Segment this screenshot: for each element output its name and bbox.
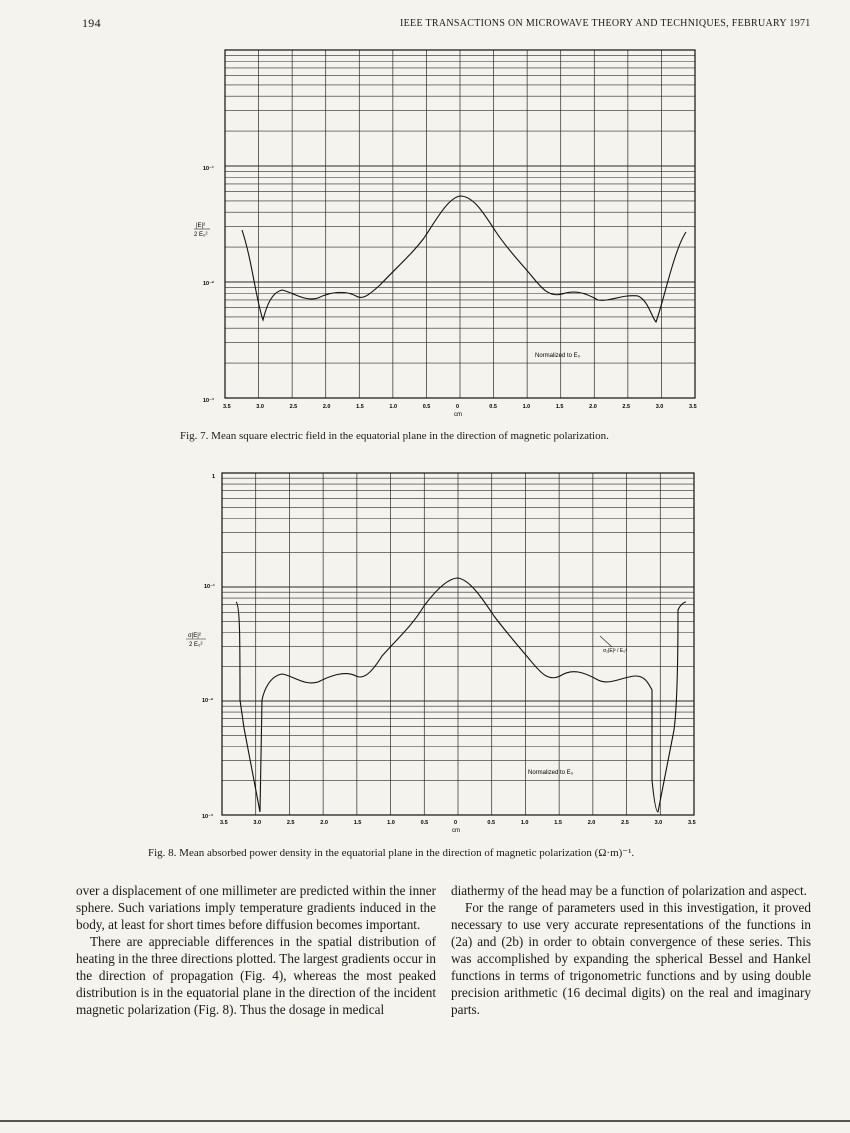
figure-8-xlabel: cm — [452, 828, 460, 834]
figure-7-xticks — [223, 404, 697, 410]
figure-8-ylabel-num: σ|E|² — [188, 633, 201, 639]
figure-8-xtick-label: 0.5 — [420, 820, 429, 826]
figure-7-ylabel-num: |E|² — [196, 223, 206, 229]
figure-8-ytick-2: 10⁻¹ — [204, 584, 215, 590]
figure-7-xtick-label: 3.5 — [689, 404, 697, 410]
figure-7-xtick-label: 1.0 — [522, 404, 531, 410]
figure-7-xlabel: cm — [454, 412, 462, 418]
figure-7-grid — [225, 50, 695, 398]
right-paragraph-2: For the range of parameters used in this investigation, it proved necessary to use very accurate representations of the functions in (2a) and (2b) in order to obtain convergence of these series. This was accomplished by expanding the spherical Bessel and Hankel functions in terms of trigonometric functions and by using double precision arithmetic (16 decimal digits) on the real and imaginary parts. — [451, 900, 811, 1017]
page-number: 194 — [82, 16, 101, 30]
figure-8-xtick-label: 1.5 — [353, 820, 362, 826]
figure-7-ytick-3: 10⁻³ — [203, 398, 214, 404]
figure-8-ytick-1: 1 — [212, 474, 216, 480]
figure-8-ylabel-den: 2 E₀² — [189, 642, 203, 648]
figure-7-xtick-label: 2.5 — [289, 404, 298, 410]
figure-7-xtick-label: 0 — [456, 404, 460, 410]
figure-8-note: Normalized to E₀ — [528, 770, 574, 776]
left-column — [76, 882, 436, 1018]
figure-7-xtick-label: 1.0 — [389, 404, 398, 410]
figure-8-xtick-label: 0 — [454, 820, 458, 826]
figure-8-xtick-label: 3.0 — [654, 820, 663, 826]
figure-8-ytick-4: 10⁻³ — [202, 814, 213, 820]
figure-7-note: Normalized to E₀ — [535, 353, 581, 359]
figure-7-xtick-label: 3.0 — [256, 404, 264, 410]
figure-8-xtick-label: 2.5 — [621, 820, 629, 826]
figure-7-xtick-label: 0.5 — [489, 404, 497, 410]
figure-8-inner-label: σ₂|E|² / E₀² — [603, 648, 627, 654]
figure-7-plot — [0, 40, 850, 430]
figure-8-leader — [600, 636, 612, 647]
figure-7-xtick-label: 2.5 — [622, 404, 631, 410]
figure-7-xtick-label: 1.5 — [356, 404, 364, 410]
figure-8-curve — [236, 578, 686, 812]
figure-8-caption: Fig. 8. Mean absorbed power density in the equatorial plane in the direction of magnetic polarization (Ω·m)⁻¹. — [148, 847, 635, 859]
figure-8-ytick-3: 10⁻² — [202, 698, 213, 704]
figure-7-xtick-label: 2.0 — [589, 404, 597, 410]
figure-8-xtick-label: 2.0 — [320, 820, 328, 826]
figure-7-caption: Fig. 7. Mean square electric field in the equatorial plane in the direction of magnetic polarization. — [180, 430, 609, 442]
figure-8-xtick-label: 0.5 — [487, 820, 496, 826]
figure-8-xtick-label: 1.0 — [520, 820, 529, 826]
figure-8-xtick-label: 1.0 — [387, 820, 395, 826]
figure-7-xtick-label: 3.5 — [223, 404, 231, 410]
figure-7-curve — [242, 196, 686, 322]
left-paragraph-1: over a displacement of one millimeter are predicted within the inner sphere. Such variations imply temperature gradients induced in the body, at least for short times before diffusion becomes important. — [76, 883, 436, 932]
figure-7-ytick-1: 10⁻¹ — [203, 166, 214, 172]
figure-7-xtick-label: 3.0 — [655, 404, 664, 410]
bottom-rule — [0, 1120, 850, 1122]
right-column — [451, 882, 811, 1018]
running-head: IEEE TRANSACTIONS ON MICROWAVE THEORY AND TECHNIQUES, FEBRUARY 1971 — [400, 18, 811, 29]
figure-8-xtick-label: 1.5 — [554, 820, 562, 826]
figure-8-xtick-label: 3.5 — [688, 820, 696, 826]
figure-8-grid — [222, 473, 694, 815]
figure-7-xtick-label: 0.5 — [422, 404, 431, 410]
figure-7-xtick-label: 1.5 — [555, 404, 564, 410]
figure-8-xticks — [220, 820, 696, 826]
figure-7-ytick-2: 10⁻² — [203, 281, 214, 287]
page-header — [0, 14, 850, 34]
left-paragraph-2: There are appreciable differences in the spatial distribution of heating in the three directions plotted. The largest gradients occur in the direction of propagation (Fig. 4), whereas the most peaked distribution is in the equatorial plane in the direction of the incident magnetic polarization (Fig. 8). Thus the dosage in medical — [76, 934, 436, 1017]
figure-8-xtick-label: 2.0 — [587, 820, 596, 826]
figure-8-plot — [0, 468, 850, 843]
figure-7-ylabel-den: 2 E₀² — [194, 232, 208, 238]
figure-8-xtick-label: 2.5 — [286, 820, 295, 826]
figure-7-xtick-label: 2.0 — [322, 404, 331, 410]
figure-8-xtick-label: 3.0 — [253, 820, 262, 826]
figure-8-xtick-label: 3.5 — [220, 820, 228, 826]
right-paragraph-1: diathermy of the head may be a function of polarization and aspect. — [451, 883, 807, 898]
